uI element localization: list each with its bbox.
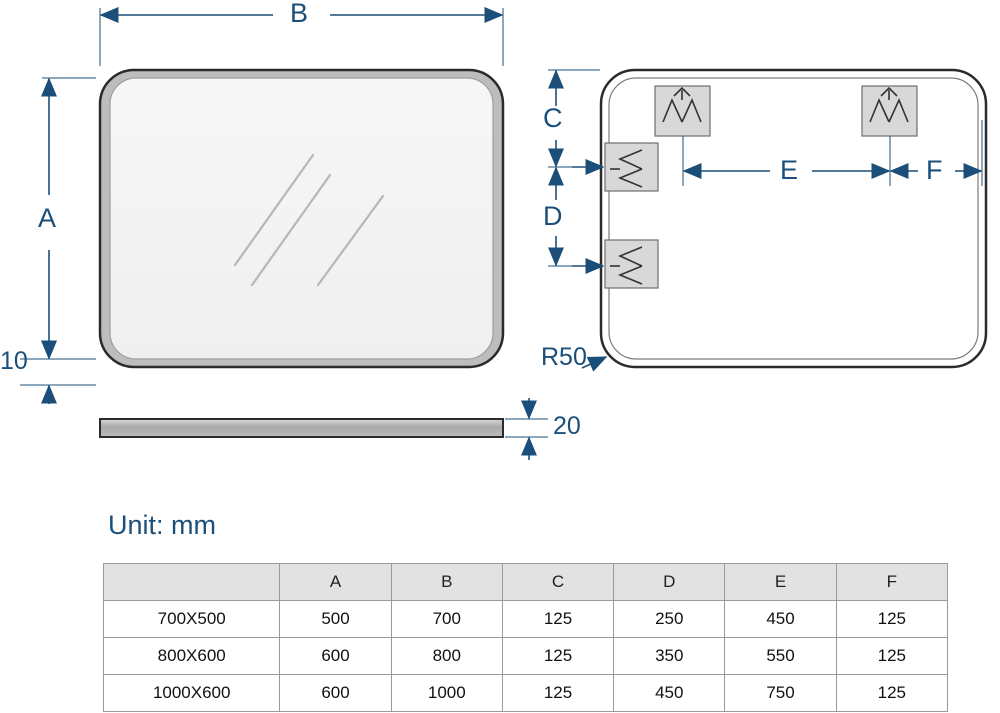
table-cell-a: 600: [280, 675, 391, 712]
table-header-size: [104, 564, 280, 601]
side-bracket-lower: [605, 240, 658, 288]
table-cell-size: 800X600: [104, 638, 280, 675]
table-cell-b: 700: [391, 601, 502, 638]
dimension-label-A: A: [38, 203, 57, 233]
table-cell-d: 450: [614, 675, 725, 712]
table-cell-d: 250: [614, 601, 725, 638]
table-cell-size: 700X500: [104, 601, 280, 638]
dimension-label-B: B: [290, 0, 309, 28]
dimension-label-20: 20: [553, 412, 581, 440]
table-row: [104, 675, 948, 712]
top-bracket-right: [862, 86, 917, 136]
table-cell-f: 125: [836, 638, 947, 675]
dimension-label-10: 10: [0, 347, 28, 375]
dimension-label-E: E: [780, 155, 799, 185]
dimension-label-C: C: [543, 103, 563, 133]
table-header-e: E: [725, 564, 836, 601]
thickness-bar: [100, 419, 503, 437]
table-cell-b: 1000: [391, 675, 502, 712]
table-cell-d: 350: [614, 638, 725, 675]
table-header-c: C: [502, 564, 613, 601]
table-cell-e: 750: [725, 675, 836, 712]
table-cell-e: 550: [725, 638, 836, 675]
dimension-label-R50: R50: [541, 343, 587, 371]
table-cell-c: 125: [502, 675, 613, 712]
table-row: [104, 601, 948, 638]
table-cell-a: 600: [280, 638, 391, 675]
table-row: [104, 638, 948, 675]
back-view: [601, 70, 986, 367]
front-view: [100, 70, 503, 367]
top-bracket-left: [655, 86, 710, 136]
table-cell-a: 500: [280, 601, 391, 638]
dimension-label-F: F: [926, 155, 943, 185]
table-header-b: B: [391, 564, 502, 601]
unit-label: Unit: mm: [108, 510, 216, 540]
table-cell-b: 800: [391, 638, 502, 675]
table-header-d: D: [614, 564, 725, 601]
table-cell-c: 125: [502, 638, 613, 675]
dimension-label-D: D: [543, 201, 563, 231]
table-header-row: [104, 564, 948, 601]
table-cell-c: 125: [502, 601, 613, 638]
table-header-f: F: [836, 564, 947, 601]
table-cell-f: 125: [836, 675, 947, 712]
table-header-a: A: [280, 564, 391, 601]
table-cell-f: 125: [836, 601, 947, 638]
side-bracket-upper: [605, 143, 658, 191]
specification-table: [103, 563, 948, 712]
table-cell-e: 450: [725, 601, 836, 638]
table-cell-size: 1000X600: [104, 675, 280, 712]
